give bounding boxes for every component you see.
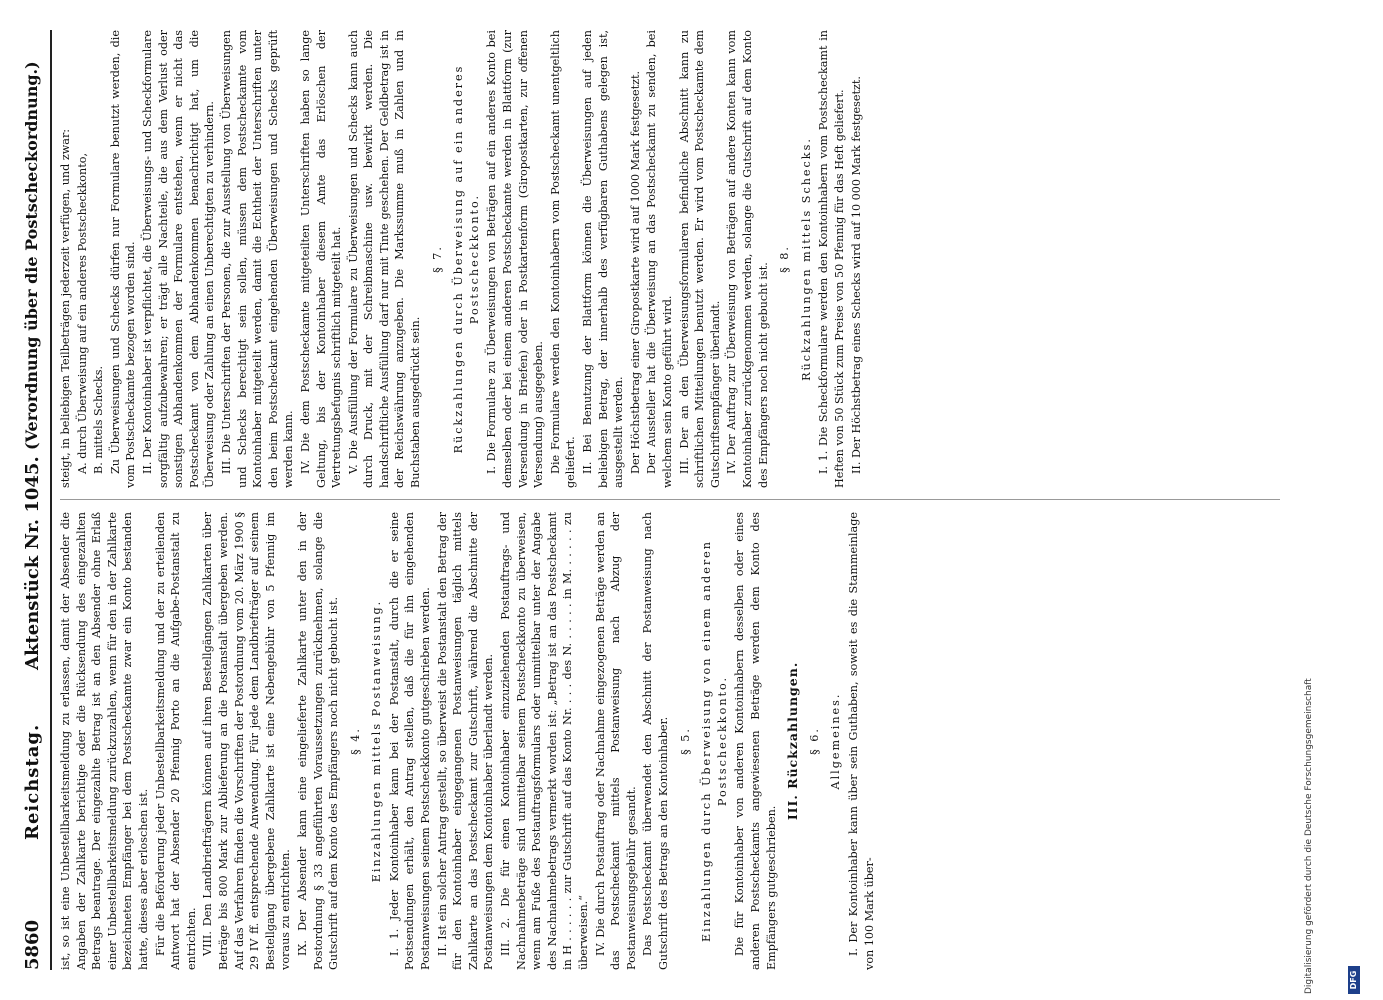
section-heading: § 7.: [430, 245, 444, 273]
paragraph: I. Die Formulare zu Überweisungen von Beträgen auf ein anderes Konto bei demselben oder bei einem anderen Postscheckamte werden in Blattform (zur Versendung in Briefen) oder in Postkartenform (Giropostkarten, zur offenen Versendung) ausgegeben.: [485, 30, 546, 488]
section-heading: Rückzahlungen mittels Schecks.: [799, 137, 813, 381]
paragraph: Der Aussteller hat die Überweisung an das Postscheckamt zu senden, bei welchem sein Konto geführt wird.: [645, 30, 674, 488]
header-reference: Aktenstück Nr. 1045.: [22, 456, 43, 670]
paragraph: A. durch Überweisung auf ein anderes Postscheckkonto,: [75, 152, 89, 474]
section-heading: Einzahlungen mittels Postanweisung.: [370, 599, 384, 883]
section-heading: Einzahlungen durch Überweisung von einem anderen Postscheckkonto.: [700, 539, 729, 943]
right-column: [58, 30, 1283, 488]
paragraph: III. Der an den Überweisungsformularen befindliche Abschnitt kann zu schriftlichen Mitteilungen benutzt werden. Er wird vom Postscheckamte dem Gutschriftsempfänger überlandt.: [677, 30, 722, 488]
funding-note: Digitalisierung gefördert durch die Deutsche Forschungsgemeinschaft: [1304, 678, 1314, 994]
header-title: Reichstag.: [22, 723, 43, 840]
paragraph: IV. Der Auftrag zur Überweisung von Beträgen auf andere Konten kann vom Kontoinhaber zurückgenommen werden, solange die Gutschrift auf dem Konto des Empfängers noch nicht gebucht ist.: [725, 30, 770, 488]
paragraph: III. 2. Die für einen Kontoinhaber einzuziehenden Postauftrags- und Nachnahmebeträge sind unmittelbar seinem Postscheckkonto zu überweisen, wenn am Fuße des Postauftragsformulars oder unmittelbar unter der Angabe des Nachnahmebetrags vermerkt worden ist: „Betrag ist an das Postscheckamt in H . . . . . . zur Gutschrift auf das Konto Nr. . . . des N. . . . . . in M. . . . . . zu überweisen.“: [499, 512, 590, 970]
section-heading: § 4.: [348, 727, 362, 755]
paragraph: IX. Der Absender kann eine eingelieferte Zahlkarte unter den in der Postordnung § 33 angeführten Voraussetzungen zurücknehmen, solange die Gutschrift auf dem Konto des Empfängers noch nicht gebucht ist.: [295, 512, 341, 970]
paragraph: I. 1. Jeder Kontoinhaber kann bei der Postanstalt, durch die er seine Postsendungen erhält, den Antrag stellen, daß die für ihn eingehenden Postanweisungen seinem Postscheckkonto gutgeschrieben werden.: [387, 512, 433, 970]
paragraph: I. Der Kontoinhaber kann über sein Guthaben, soweit es die Stammeinlage von 100 Mark über-: [846, 512, 876, 970]
paragraph: Das Postscheckamt überwendet den Abschnitt der Postanweisung nach Gutschrift des Betrags an den Kontoinhaber.: [641, 512, 670, 970]
paragraph: IV. Die durch Postauftrag oder Nachnahme eingezogenen Beträge werden an das Postscheckamt mittels Postanweisung nach Abzug der Postanweisungsgebühr gesandt.: [593, 512, 638, 970]
paragraph: II. Der Kontoinhaber ist verpflichtet, die Überweisungs- und Scheckformulare sorgfältig aufzubewahren; er trägt alle Nachteile, die aus dem Verlust oder sonstigen Abhandenkommen der Formulare entstehen, wenn er nicht das Postscheckamt von dem Abhandenkommen benachrichtigt hat, um die Überweisung oder Zahlung an einen Unberechtigten zu verhindern.: [140, 30, 217, 488]
column-divider: [60, 499, 1280, 500]
paragraph: Für die Beförderung jeder Unbestellbarkeitsmeldung und der zu erteilenden Antwort hat der Absender 20 Pfennig Porto an die Aufgabe-Postanstalt zu entrichten.: [153, 512, 198, 970]
paragraph: V. Die Ausfüllung der Formulare zu Überweisungen und Schecks kann auch durch Druck, mit der Schreibmaschine usw. bewirkt werden. Die handschriftliche Ausfüllung darf nur mit Tinte geschehen. Der Geldbetrag ist in der Reichswährung anzugeben. Die Markssumme muß in Zahlen und in Buchstaben ausgedrückt sein.: [346, 30, 423, 488]
paragraph: steigt, in beliebigen Teilbeträgen jederzeit verfügen, und zwar:: [59, 128, 72, 488]
paragraph: VIII. Den Landbriefträgern können auf ihren Bestellgängen Zahlkarten über Beträge bis 800 Mark zur Ablieferung an die Postanstalt übergeben werden. Auf das Verfahren finden die Vorschriften der Postordnung vom 20. März 1900 § 29 IV ff. entsprechende Anwendung. Für jede dem Landbriefträger auf seinem Bestellgang übergebene Zahlkarte ist eine Nebengebühr von 5 Pfennig im voraus zu entrichten.: [201, 512, 293, 970]
paragraph: II. Der Höchstbetrag eines Schecks wird auf 10 000 Mark festgesetzt.: [849, 76, 863, 474]
header-subject: (Verordnung über die Postscheckordnung.): [22, 61, 41, 450]
paragraph: III. Die Unterschriften der Personen, die zur Ausstellung von Überweisungen und Schecks berechtigt sein sollen, müssen dem Postscheckamte vom Kontoinhaber mitgeteilt werden, damit die Echtheit der Unterschriften unter den beim Postscheckamt eingehenden Überweisungen und Schecks geprüft werden kann.: [219, 30, 296, 488]
paragraph: IV. Die dem Postscheckamte mitgeteilten Unterschriften haben so lange Geltung, bis der Kontoinhaber diesem Amte das Erlöschen der Vertretungsbefugnis schriftlich mitgeteilt hat.: [298, 30, 344, 488]
section-heading: Allgemeines.: [829, 692, 843, 790]
paragraph: Die für Kontoinhaber von anderen Kontoinhabern desselben oder eines anderen Postscheckamts angewiesenen Beträge werden dem Konto des Empfängers gutgeschrieben.: [733, 512, 778, 970]
paragraph: I. 1. Die Scheckformulare werden den Kontoinhabern vom Postscheckamt in Heften von 50 Stück zum Preise von 50 Pfennig für das Heft geliefert.: [817, 30, 846, 488]
header-rule: [50, 30, 52, 970]
paragraph: II. Ist ein solcher Antrag gestellt, so überweist die Postanstalt den Betrag der für den Kontoinhaber eingegangenen Postanweisungen täglich mittels Zahlkarte an das Postscheckamt zur Gutschrift, während die Abschnitte der Postanweisungen dem Kontoinhaber überlandt werden.: [435, 512, 496, 970]
paragraph: ist, so ist eine Unbestellbarkeitsmeldung zu erlassen, damit der Absender die Angaben der Zahlkarte berichtige oder die Rücksendung des eingezahlten Betrags beantrage. Der eingezahlte Betrag ist an den Absender ohne Erlaß einer Unbestellbarkeitsmeldung zurückzuzahlen, wenn für den in der Zahlkarte bezeichneten Empfänger bei dem Postscheckamte zwar ein Konto bestanden hatte, dieses aber erloschen ist.: [59, 512, 150, 970]
paragraph: Der Höchstbetrag einer Giropostkarte wird auf 1000 Mark festgesetzt.: [628, 70, 642, 474]
paragraph: B. mittels Schecks.: [92, 365, 106, 474]
section-heading: III. Rückzahlungen.: [785, 661, 801, 821]
paragraph: II. Bei Benutzung der Blattform können die Überweisungen auf jeden beliebigen Betrag, der innerhalb des verfügbaren Guthabens gelegen ist, ausgestellt werden.: [581, 30, 626, 488]
paragraph: Zu Überweisungen und Schecks dürfen nur Formulare benutzt werden, die vom Postscheckamte bezogen worden sind.: [108, 30, 138, 488]
section-heading: § 6.: [807, 727, 821, 755]
paragraph: Die Formulare werden den Kontoinhabern vom Postscheckamt unentgeltlich geliefert.: [548, 30, 578, 488]
section-heading: § 5.: [678, 727, 692, 755]
section-heading: § 8.: [778, 245, 792, 273]
left-column: [58, 512, 1283, 970]
page-number: 5860: [22, 919, 43, 970]
page-header: [22, 30, 48, 970]
dfg-logo: DFG: [1348, 966, 1360, 994]
section-heading: Rückzahlungen durch Überweisung auf ein anderes Postscheckkonto.: [452, 64, 481, 454]
